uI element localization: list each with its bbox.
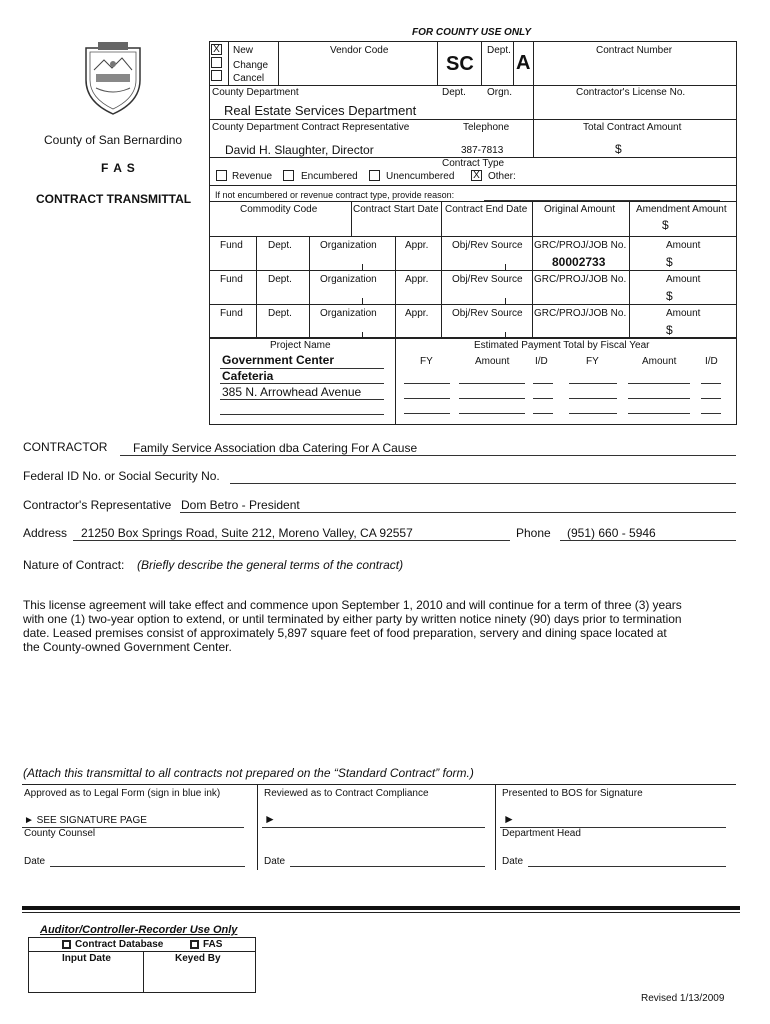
department-value[interactable]: Real Estate Services Department [224,103,417,118]
nature-hint: (Briefly describe the general terms of the contract) [137,558,404,572]
auditor-title: Auditor/Controller-Recorder Use Only [40,924,238,936]
telephone-label: Telephone [463,122,510,133]
date-label-2: Date [264,856,286,867]
nature-line-3[interactable]: date. Leased premises consist of approximately 5,897 square feet of food preparation, servery and dining space located at [23,626,667,640]
county-name: County of San Bernardino [44,133,183,147]
unencumbered-checkbox[interactable] [369,170,380,181]
project-name-label: Project Name [270,340,331,351]
change-label: Change [233,60,269,71]
fas-checkbox-label: FAS [203,939,223,950]
transmittal-title: CONTRACT TRANSMITTAL [36,192,192,206]
orgn-label: Orgn. [487,87,513,98]
fund-row-1-org-label: Organization [320,240,377,251]
nature-line-2[interactable]: with one (1) two-year option to extend, or until terminated by either party by written notice ninety (90) days prior to termination [23,612,682,626]
license-no-label: Contractor's License No. [576,87,686,98]
county-use-only: FOR COUNTY USE ONLY [412,27,532,38]
approved-label: Approved as to Legal Form (sign in blue ink) [24,788,221,799]
fy-label-2: FY [586,356,599,367]
county-counsel-label: County Counsel [24,828,96,839]
project-line-1[interactable]: Government Center [222,353,335,367]
reviewed-label: Reviewed as to Contract Compliance [264,788,429,799]
fund-row-2-org-label: Organization [320,274,377,285]
contract-type-label: Contract Type [442,158,505,169]
fund-row-2-fund-label: Fund [220,274,243,285]
fund-row-2-appr-label: Appr. [405,274,429,285]
fund-row-3-obj-label: Obj/Rev Source [452,308,523,319]
fund-row-1-amount-value[interactable]: $ [666,255,673,269]
attach-note: (Attach this transmittal to all contracts not prepared on the “Standard Contract” form.) [23,766,474,780]
see-signature-page: ► SEE SIGNATURE PAGE [24,815,147,826]
reviewer-arrow-icon: ► [264,812,276,826]
fund-row-1-obj-label: Obj/Rev Source [452,240,523,251]
fund-row-1-fund-label: Fund [220,240,243,251]
telephone-value[interactable]: 387-7813 [461,145,504,156]
amendment-amount-label: Amendment Amount [636,204,727,215]
fund-row-1-amount-label: Amount [666,240,701,251]
date-label-1: Date [24,856,46,867]
commodity-code-label: Commodity Code [240,204,318,215]
phone-value[interactable]: (951) 660 - 5946 [567,526,656,540]
fas-label: F A S [101,161,136,175]
county-department-label: County Department [212,87,299,98]
contract-database-checkbox[interactable] [62,940,71,949]
fund-row-1-appr-label: Appr. [405,240,429,251]
presented-label: Presented to BOS for Signature [502,788,643,799]
revenue-checkbox[interactable] [216,170,227,181]
contractor-rep-value[interactable]: Dom Betro - President [181,498,300,512]
fas-checkbox[interactable] [190,940,199,949]
encumbered-label: Encumbered [301,171,358,182]
rep-label: County Department Contract Representative [212,122,410,133]
fund-row-2-obj-label: Obj/Rev Source [452,274,523,285]
presenter-arrow-icon: ► [503,812,515,826]
dept-label-2: Dept. [442,87,466,98]
dept-label-top: Dept. [487,45,511,56]
cancel-label: Cancel [233,73,265,84]
fund-row-1-dept-label: Dept. [268,240,292,251]
address-value[interactable]: 21250 Box Springs Road, Suite 212, Moreno Valley, CA 92557 [81,526,413,540]
unencumbered-label: Unencumbered [386,171,455,182]
fund-row-2-amount-label: Amount [666,274,701,285]
fund-row-1-grc-value[interactable]: 80002733 [552,255,606,269]
fund-row-3-dept-label: Dept. [268,308,292,319]
change-checkbox[interactable] [211,57,222,68]
section-divider [22,906,740,910]
id-label-2: I/D [705,356,718,367]
phone-label: Phone [516,526,551,540]
reason-label: If not encumbered or revenue contract type, provide reason: [215,190,455,200]
amendment-dollar[interactable]: $ [662,218,669,232]
fund-row-3-fund-label: Fund [220,308,243,319]
fund-row-3-grc-label: GRC/PROJ/JOB No. [534,308,627,319]
amount-label-1: Amount [475,356,510,367]
date-label-3: Date [502,856,524,867]
estimated-label: Estimated Payment Total by Fiscal Year [474,340,650,351]
other-checkbox[interactable]: X [471,170,482,181]
encumbered-checkbox[interactable] [283,170,294,181]
project-line-2[interactable]: Cafeteria [222,369,274,383]
end-date-label: Contract End Date [445,204,528,215]
revenue-label: Revenue [232,171,273,182]
contract-database-label: Contract Database [75,939,164,950]
total-amount-label: Total Contract Amount [583,122,682,133]
department-head-label: Department Head [502,828,581,839]
cancel-checkbox[interactable] [211,70,222,81]
address-label: Address [23,526,68,540]
input-date-label: Input Date [62,953,111,964]
fund-row-2-dept-label: Dept. [268,274,292,285]
fund-row-2-amount-value[interactable]: $ [666,289,673,303]
id-label-1: I/D [535,356,548,367]
new-checkbox[interactable]: X [211,44,222,55]
other-label: Other: [488,171,516,182]
contract-number-label: Contract Number [596,45,673,56]
a-code: A [516,52,531,74]
nature-line-4[interactable]: the County-owned Government Center. [23,640,232,654]
amount-label-2: Amount [642,356,677,367]
total-amount-value[interactable]: $ [615,142,622,156]
fund-row-3-org-label: Organization [320,308,377,319]
revised-date: Revised 1/13/2009 [641,993,725,1004]
keyed-by-label: Keyed By [175,953,221,964]
fy-label-1: FY [420,356,433,367]
sc-code: SC [446,53,474,75]
project-line-3[interactable]: 385 N. Arrowhead Avenue [222,385,362,399]
start-date-label: Contract Start Date [353,204,439,215]
fund-row-2-grc-label: GRC/PROJ/JOB No. [534,274,627,285]
contractor-label: CONTRACTOR [23,440,108,454]
federal-id-label: Federal ID No. or Social Security No. [23,469,220,483]
new-label: New [233,45,254,56]
contractor-value[interactable]: Family Service Association dba Catering For A Cause [133,441,418,455]
county-seal [78,40,148,116]
nature-label: Nature of Contract: [23,558,125,572]
original-amount-label: Original Amount [544,204,616,215]
fund-row-3-amount-value[interactable]: $ [666,323,673,337]
fund-row-1-grc-label: GRC/PROJ/JOB No. [534,240,627,251]
rep-value[interactable]: David H. Slaughter, Director [225,143,374,157]
fund-row-3-amount-label: Amount [666,308,701,319]
vendor-code-label: Vendor Code [330,45,389,56]
contractor-rep-label: Contractor's Representative [23,498,172,512]
fund-row-3-appr-label: Appr. [405,308,429,319]
nature-line-1[interactable]: This license agreement will take effect and commence upon September 1, 2010 and will continue for a term of three (3) years [23,598,682,612]
